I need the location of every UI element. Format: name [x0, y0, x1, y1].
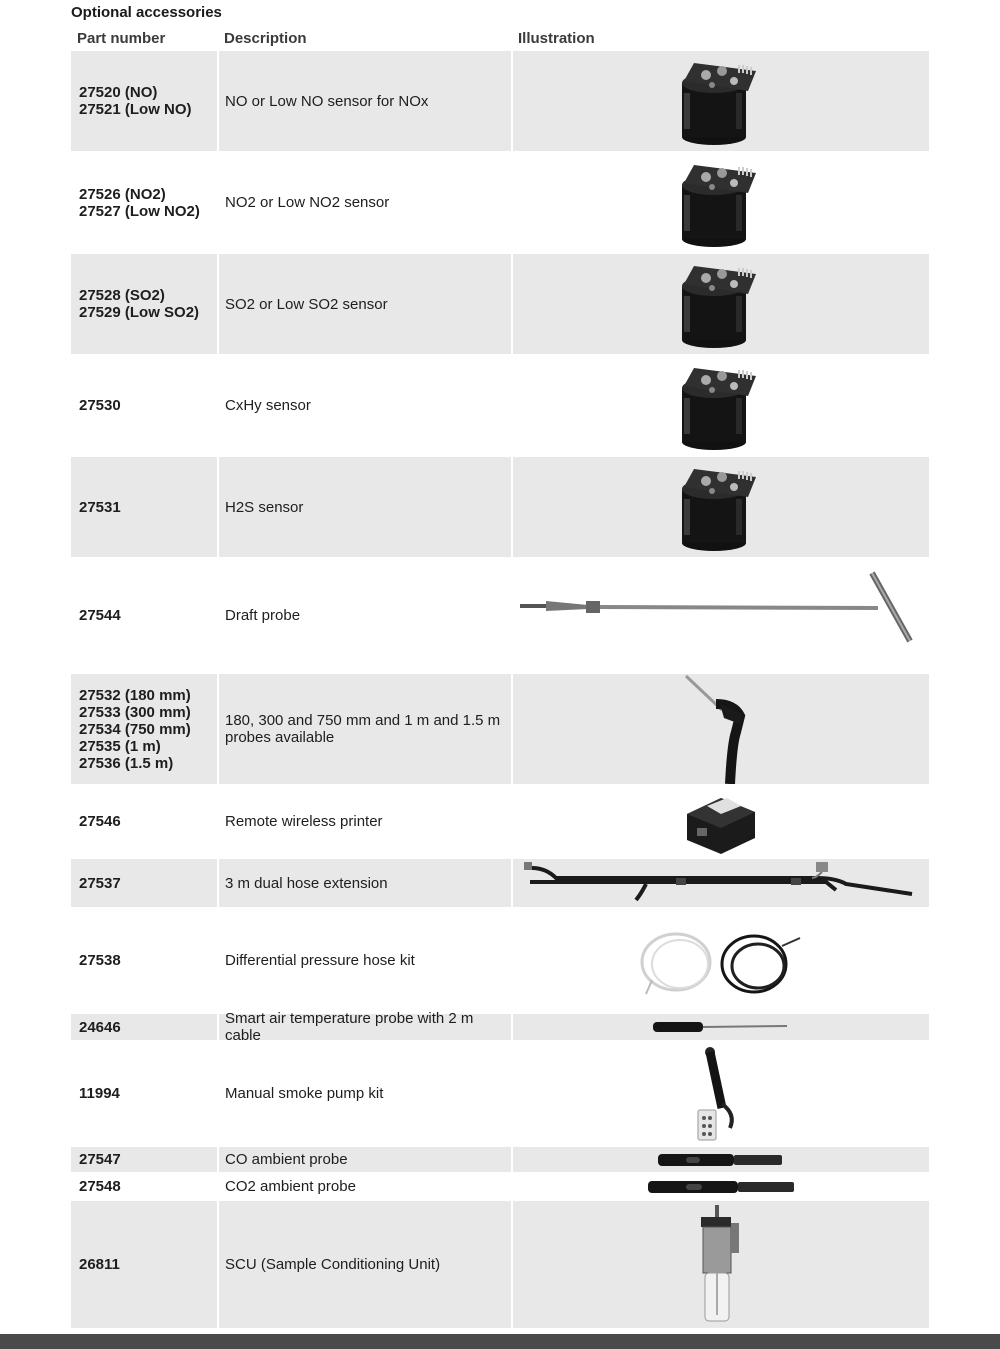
illustration-cell: [513, 51, 929, 151]
part-number-cell: [71, 1201, 217, 1328]
part-number: 24646: [79, 1018, 121, 1036]
part-number: 27532 (180 mm): [79, 686, 191, 704]
description: NO or Low NO sensor for NOx: [225, 92, 429, 110]
sensor-icon: [676, 358, 766, 454]
table-row: [71, 1042, 929, 1145]
table-row: [71, 153, 929, 252]
accessories-table: [71, 51, 929, 1328]
footer-bar: [0, 1334, 1000, 1349]
hose-extension-icon: [516, 860, 926, 906]
description: Remote wireless printer: [225, 813, 383, 830]
illustration-cell: [513, 356, 929, 455]
part-number: 27547: [79, 1151, 121, 1168]
part-number: 27536 (1.5 m): [79, 754, 174, 772]
description: Smart air temperature probe with 2 m cable: [225, 1010, 474, 1044]
description: CO2 ambient probe: [225, 1178, 356, 1195]
table-row: [71, 356, 929, 455]
illustration-cell: [513, 909, 929, 1012]
part-number-cell: [71, 1147, 217, 1172]
description: SO2 or Low SO2 sensor: [225, 295, 388, 313]
hose-kit-icon: [636, 922, 806, 1000]
part-number: 27526 (NO2): [79, 185, 166, 203]
part-number: 27538: [79, 952, 121, 969]
part-number-cell: [71, 786, 217, 857]
description: SCU (Sample Conditioning Unit): [225, 1256, 441, 1273]
part-number-cell: [71, 1042, 217, 1145]
table-row: [71, 457, 929, 557]
description-cell: [219, 356, 511, 455]
description-cell: [219, 1147, 511, 1172]
illustration-cell: [513, 1174, 929, 1199]
part-number: 27535 (1 m): [79, 737, 161, 755]
description-cell: [219, 457, 511, 557]
draft-probe-icon: [516, 571, 926, 661]
page-title: Optional accessories: [71, 4, 222, 21]
description: Draft probe: [225, 607, 301, 624]
part-number-cell: [71, 457, 217, 557]
illustration-cell: [513, 1201, 929, 1328]
part-number: 27521 (Low NO): [79, 101, 192, 118]
part-number: 27531: [79, 498, 121, 516]
part-number-cell: [71, 51, 217, 151]
description: H2S sensor: [225, 498, 304, 516]
part-number-cell: [71, 254, 217, 354]
illustration-cell: [513, 254, 929, 354]
co2-probe-icon: [646, 1179, 796, 1195]
table-row: [71, 51, 929, 151]
table-row: [71, 1201, 929, 1328]
illustration-cell: [513, 559, 929, 672]
part-number-cell: [71, 909, 217, 1012]
description-cell: [219, 559, 511, 672]
description: Differential pressure hose kit: [225, 952, 415, 969]
part-number-cell: [71, 1014, 217, 1040]
part-number-cell: [71, 559, 217, 672]
part-number: 11994: [79, 1085, 120, 1102]
description-cell: [219, 1174, 511, 1199]
part-number: 26811: [79, 1256, 120, 1273]
table-row: [71, 786, 929, 857]
table-row: [71, 1174, 929, 1199]
part-number: 27533 (300 mm): [79, 703, 191, 721]
part-number-cell: [71, 859, 217, 907]
table-row: [71, 1147, 929, 1172]
scu-icon: [691, 1203, 751, 1327]
part-number: 27546: [79, 813, 121, 830]
description: 3 m dual hose extension: [225, 874, 388, 892]
description: Manual smoke pump kit: [225, 1085, 384, 1102]
header-part-number: Part number: [77, 30, 166, 47]
description-cell: [219, 254, 511, 354]
part-number-cell: [71, 1174, 217, 1199]
table-row: [71, 254, 929, 354]
part-number-cell: [71, 153, 217, 252]
part-number: 27534 (750 mm): [79, 720, 191, 738]
part-number: 27528 (SO2): [79, 287, 165, 304]
illustration-cell: [513, 153, 929, 252]
header-description: Description: [224, 30, 307, 47]
part-number: 27537: [79, 874, 121, 892]
smoke-pump-icon: [686, 1044, 756, 1144]
illustration-cell: [513, 786, 929, 857]
printer-icon: [681, 788, 761, 856]
description: CO ambient probe: [225, 1151, 348, 1168]
part-number: 27548: [79, 1178, 121, 1195]
description-cell: [219, 51, 511, 151]
table-row: [71, 674, 929, 784]
description-cell: [219, 153, 511, 252]
header-illustration: Illustration: [518, 30, 595, 47]
table-row: [71, 559, 929, 672]
description-cell: [219, 1010, 511, 1044]
part-number: 27530: [79, 397, 121, 414]
table-row: [71, 1010, 929, 1044]
table-row: [71, 909, 929, 1012]
illustration-cell: [513, 1147, 929, 1172]
part-number: 27520 (NO): [79, 84, 158, 101]
part-number-cell: [71, 356, 217, 455]
probe-icon: [676, 674, 766, 784]
description-cell: [219, 1201, 511, 1328]
illustration-cell: [513, 1014, 929, 1040]
sensor-icon: [676, 256, 766, 352]
description: CxHy sensor: [225, 397, 311, 414]
sensor-icon: [676, 155, 766, 251]
temperature-probe-icon: [651, 1017, 791, 1037]
description-cell: [219, 1042, 511, 1145]
co-probe-icon: [656, 1152, 786, 1168]
part-number: 27529 (Low SO2): [79, 304, 200, 321]
sensor-icon: [676, 53, 766, 149]
description: NO2 or Low NO2 sensor: [225, 194, 390, 211]
part-number: 27527 (Low NO2): [79, 202, 200, 220]
description-cell: [219, 859, 511, 907]
illustration-cell: [513, 1042, 929, 1145]
description-cell: [219, 909, 511, 1012]
illustration-cell: [513, 859, 929, 907]
illustration-cell: [513, 457, 929, 557]
description: 180, 300 and 750 mm and 1 m and 1.5 m probes available: [225, 712, 501, 746]
part-number: 27544: [79, 607, 121, 624]
illustration-cell: [513, 674, 929, 784]
description-cell: [219, 674, 511, 784]
table-row: [71, 859, 929, 907]
part-number-cell: [71, 674, 217, 784]
description-cell: [219, 786, 511, 857]
sensor-icon: [676, 459, 766, 555]
